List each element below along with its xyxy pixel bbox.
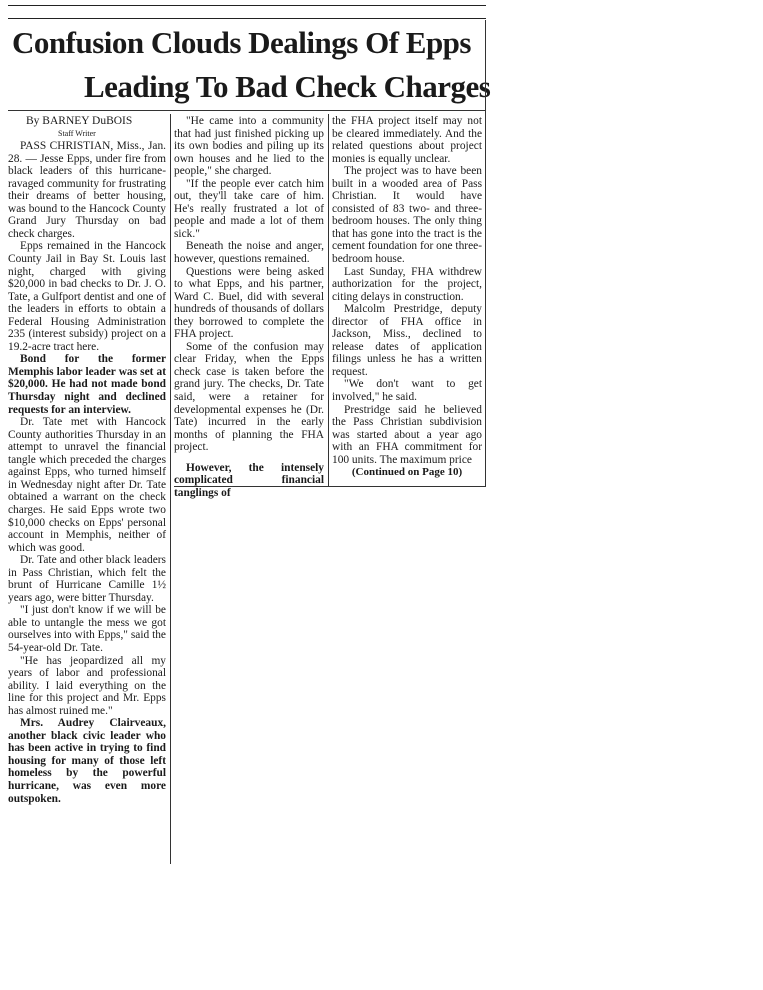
column-2: [174, 115, 324, 499]
column-3: [332, 115, 482, 479]
column-rule-2: [328, 114, 329, 486]
paragraph: Beneath the noise and anger, however, questions remained.: [174, 240, 324, 266]
top-rule: [8, 5, 486, 6]
header-rule: [8, 18, 486, 19]
byline-author: By BARNEY DuBOIS: [26, 115, 133, 127]
paragraph: Mrs. Audrey Clairveaux, another black civic leader who has been active in trying to find housing for many of those left homeless by the powerful hurricane, was even more outspoken.: [8, 717, 166, 805]
paragraph: "He has jeopardized all my years of labor and professional ability. I laid everything on the line for this project and Mr. Epps has almost ruined me.": [8, 654, 166, 717]
byline-role: Staff Writer: [58, 128, 96, 138]
headline-line-1: Confusion Clouds Dealings Of Epps: [12, 25, 471, 60]
paragraph: Prestridge said he believed the Pass Christian subdivision was started about a year ago with an FHA commitment for 100 units. The maximum price: [332, 403, 482, 466]
bottom-rule: [174, 486, 486, 487]
continued-note: (Continued on Page 10): [351, 466, 463, 479]
paragraph: Epps remained in the Hancock County Jail in Bay St. Louis last night, charged with giving $20,000 in bad checks to Dr. J. O. Tate, a Gulfport dentist and one of the leaders in efforts to obtain a Federal Housing Administration 235 (interest subsidy) project on a 19.2-acre tract here.: [8, 240, 166, 353]
right-border: [485, 20, 486, 486]
paragraph: Last Sunday, FHA withdrew authorization for the project, citing delays in construction.: [332, 265, 482, 303]
paragraph: The project was to have been built in a wooded area of Pass Christian. It would have consisted of 83 two- and three-bedroom houses. The only thing that has gone into the tract is the cement foundation for one three-bedroom house.: [332, 165, 482, 266]
paragraph: "He came into a community that had just finished picking up its own bodies and piling up its own houses and he lied to the people," she charged.: [174, 115, 324, 178]
paragraph: Dr. Tate and other black leaders in Pass Christian, which felt the brunt of Hurricane Camille 1½ years ago, were bitter Thursday.: [8, 554, 166, 604]
paragraph: the FHA project itself may not be cleared immediately. And the related questions about project monies is equally unclear.: [332, 115, 482, 165]
paragraph: Malcolm Prestridge, deputy director of FHA office in Jackson, Miss., declined to release dates of application filings unless he has a written request.: [332, 303, 482, 378]
headline-line-2: Leading To Bad Check Charges: [84, 69, 491, 104]
paragraph: "I just don't know if we will be able to untangle the mess we got ourselves into with Epps," said the 54-year-old Dr. Tate.: [8, 604, 166, 654]
paragraph: However, the intensely complicated financial tanglings of: [174, 461, 324, 499]
headline-rule: [8, 110, 486, 111]
paragraph: PASS CHRISTIAN, Miss., Jan. 28. — Jesse Epps, under fire from black leaders of this hurricane-ravaged community for frustrating their dreams of better housing, was bound to the Hancock County Grand Jury Thursday on bad check charges.: [8, 140, 166, 240]
paragraph: Some of the confusion may clear Friday, when the Epps check case is taken before the grand jury. The checks, Dr. Tate said, were a retainer for developmental expenses he (Dr. Tate) incurred in the early months of planning the FHA project.: [174, 340, 324, 454]
paragraph: "If the people ever catch him out, they'll take care of him. He's really frustrated a lot of people and made a lot of them sick.": [174, 177, 324, 240]
column-1: [8, 115, 166, 805]
column-rule-1: [170, 114, 171, 864]
paragraph: Bond for the former Memphis labor leader was set at $20,000. He had not made bond Thursday night and declined requests for an interview.: [8, 353, 166, 416]
paragraph: "We don't want to get involved," he said.: [332, 378, 482, 404]
paragraph: Questions were being asked to what Epps, and his partner, Ward C. Buel, did with several hundreds of thousands of dollars they borrowed to complete the FHA project.: [174, 265, 324, 341]
paragraph: Dr. Tate met with Hancock County authorities Thursday in an attempt to unravel the financial tangle which preceded the charges against Epps, who turned himself in Wednesday night after Dr. Tate obtained a warrant on the check charges. He said Epps wrote two $10,000 checks on Epps' personal account in Memphis, neither of which was good.: [8, 416, 166, 554]
news-clipping: [8, 0, 491, 870]
